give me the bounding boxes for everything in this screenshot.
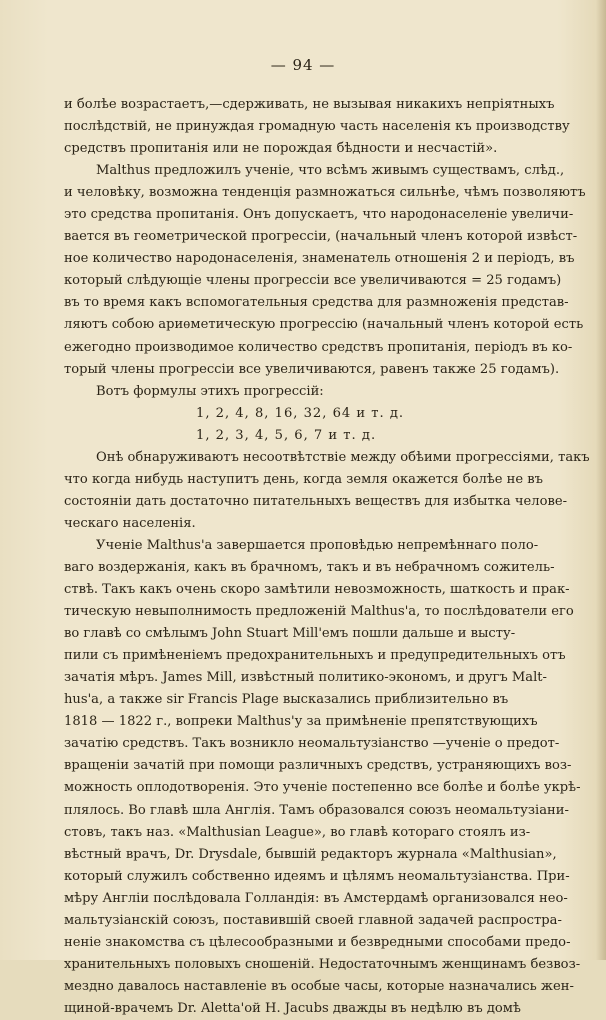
text-line: и человѣку, возможна тенденція размножаться сильнѣе, чѣмъ позволяютъ: [64, 185, 586, 201]
text-line: въ то время какъ вспомогательныя средства для размноженія представ-: [64, 295, 569, 311]
text-line: зачатія мѣръ. James Mill, извѣстный политико-экономъ, и другъ Malt-: [64, 670, 547, 686]
text-line: вается въ геометрической прогрессіи, (начальный членъ которой извѣст-: [64, 229, 578, 245]
text-line: мальтузіанскій союзъ, поставившій своей главной задачей распростра-: [64, 912, 562, 928]
text-line: hus'а, а также sir Francis Plage высказались приблизительно въ: [64, 692, 509, 708]
formula-geometric: 1, 2, 4, 8, 16, 32, 64 и т. д.: [196, 405, 405, 421]
text-line: средствъ пропитанія или не порождая бѣдности и несчастій».: [64, 141, 498, 157]
text-line: что когда нибудь наступитъ день, когда земля окажется болѣе не въ: [64, 471, 543, 487]
text-line: хранительныхъ половыхъ сношеній. Недостаточнымъ женщинамъ безвоз-: [64, 956, 581, 972]
text-line: послѣдствій, не принуждая громадную часть населенія къ производству: [64, 119, 570, 135]
text-line: можность оплодотворенія. Это ученіе постепенно все болѣе и болѣе укрѣ-: [64, 780, 581, 796]
text-line: ваго воздержанія, какъ въ брачномъ, такъ и въ небрачномъ сожитель-: [64, 559, 555, 575]
text-line: плялось. Во главѣ шла Англія. Тамъ образовался союзъ неомальтузіани-: [64, 802, 569, 818]
text-line: который служилъ собственно идеямъ и цѣлямъ неомальтузіанства. При-: [64, 868, 570, 884]
text-line: ное количество народонаселенія, знаменатель отношенія 2 и періодъ, въ: [64, 251, 575, 267]
text-line: неніе знакомства съ цѣлесообразными и безвредными способами предо-: [64, 934, 571, 950]
text-line: ствѣ. Такъ какъ очень скоро замѣтили невозможность, шаткость и прак-: [64, 582, 570, 598]
text-line: во главѣ со смѣлымъ John Stuart Mill'емъ пошли дальше и высту-: [64, 626, 516, 642]
text-line: зачатію средствъ. Такъ возникло неомальтузіанство —ученіе о предот-: [64, 736, 560, 752]
text-line: ляютъ собою ариѳметическую прогрессію (начальный членъ которой есть: [64, 317, 584, 333]
text-line: Malthus предложилъ ученіе, что всѣмъ живымъ существамъ, слѣд.,: [96, 163, 565, 179]
page-number: — 94 —: [270, 56, 336, 74]
text-line: щиной-врачемъ Dr. Aletta'ой H. Jacubs дважды въ недѣлю въ домѣ: [64, 1000, 521, 1016]
formula-arithmetic: 1, 2, 3, 4, 5, 6, 7 и т. д.: [196, 427, 377, 443]
text-line: это средства пропитанія. Онъ допускаетъ, что народонаселеніе увеличи-: [64, 207, 574, 223]
text-line: вращеніи зачатій при помощи различныхъ средствъ, устраняющихъ воз-: [64, 758, 572, 774]
page-body: [64, 94, 590, 1020]
text-line: состояніи дать достаточно питательныхъ веществъ для избытка челове-: [64, 493, 568, 509]
text-line: торый члены прогрессіи все увеличиваются, равенъ также 25 годамъ).: [64, 361, 560, 377]
text-line: мѣру Англіи послѣдовала Голландія: въ Амстердамѣ организовался нео-: [64, 890, 568, 906]
text-line: пили съ примѣненіемъ предохранительныхъ и предупредительныхъ отъ: [64, 648, 566, 664]
text-line: тическую невыполнимость предложеній Malthus'а, то послѣдователи его: [64, 604, 574, 620]
text-line: мездно давалось наставленіе въ особые часы, которые назначались жен-: [64, 978, 574, 994]
text-line: Ученіе Malthus'а завершается проповѣдью непремѣннаго поло-: [96, 537, 539, 553]
text-line: Онѣ обнаруживаютъ несоотвѣтствіе между обѣими прогрессіями, такъ: [96, 449, 590, 465]
page-edge-shadow: [596, 0, 606, 960]
text-line: стовъ, такъ наз. «Malthusian League», во главѣ котораго стоялъ из-: [64, 824, 531, 840]
text-line: который слѣдующіе члены прогрессіи все увеличиваются = 25 годамъ): [64, 273, 562, 289]
text-line: ежегодно производимое количество средствъ пропитанія, періодъ въ ко-: [64, 339, 573, 355]
text-line: ческаго населенія.: [64, 515, 196, 531]
text-line: и болѣе возрастаетъ,—сдерживать, не вызывая никакихъ непріятныхъ: [64, 97, 555, 112]
text-line: Вотъ формулы этихъ прогрессій:: [96, 383, 324, 399]
text-line: 1818 — 1822 г., вопреки Malthus'у за примѣненіе препятствующихъ: [64, 714, 538, 730]
text-line: вѣстный врачъ, Dr. Drysdale, бывшій редакторъ журнала «Malthusian»,: [64, 846, 557, 862]
